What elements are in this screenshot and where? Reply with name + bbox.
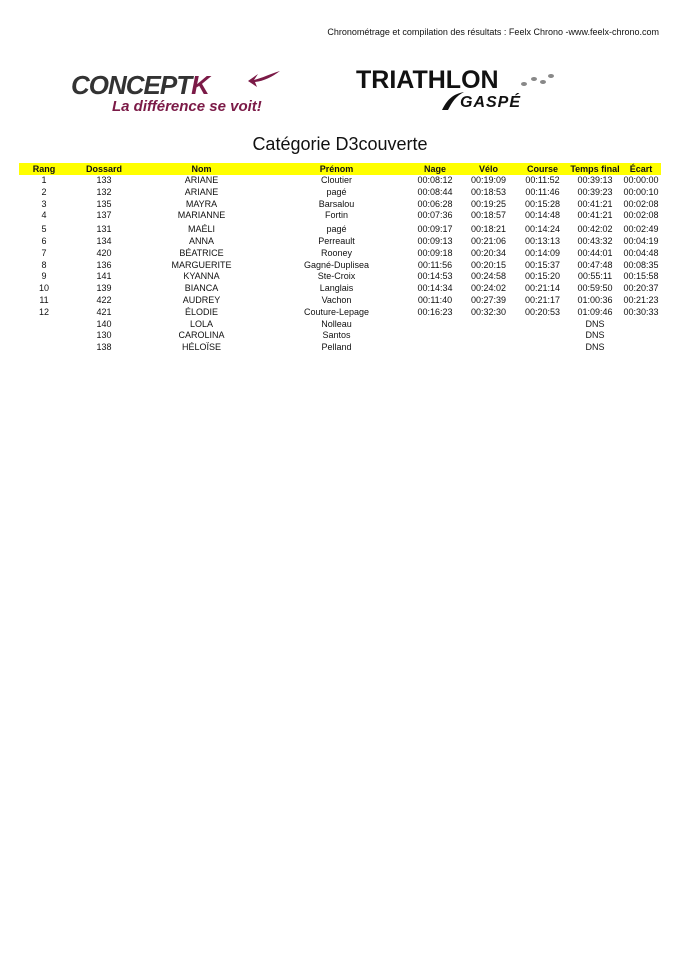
cell-nage	[409, 330, 461, 342]
cell-prenom: Cloutier	[320, 175, 352, 185]
cell-temps: 00:47:48	[577, 259, 613, 270]
cell-dossard: 137	[96, 210, 112, 221]
results-table	[19, 163, 661, 354]
cell-rang	[19, 330, 69, 342]
cell-rang: 6	[41, 235, 47, 246]
cell-dossard: 130	[96, 330, 112, 341]
cell-prenom: Barsalou	[318, 198, 355, 209]
column-header: Temps final	[570, 164, 620, 174]
cell-nom: MAYRA	[185, 198, 218, 209]
table-row	[19, 187, 661, 199]
cell-ecart: 00:20:37	[623, 283, 659, 294]
cell-dossard: 422	[96, 294, 112, 305]
cell-nom: LOLA	[189, 318, 213, 329]
cell-course: 00:14:09	[524, 247, 561, 258]
column-header: Course	[516, 163, 569, 175]
cell-course: 00:20:53	[524, 306, 561, 317]
cell-velo: 00:32:30	[470, 306, 507, 317]
cell-nage: 00:09:17	[417, 224, 453, 235]
cell-rang: 9	[41, 271, 47, 282]
timing-credit: Chronométrage et compilation des résultats : Feelx Chrono -www.feelx-chrono.com	[327, 27, 659, 37]
cell-temps: 00:59:50	[577, 283, 613, 294]
cell-course	[516, 330, 569, 342]
cell-course: 00:14:24	[524, 224, 561, 235]
cell-nom: MAÉLI	[187, 224, 215, 235]
cell-ecart: 00:02:08	[623, 198, 659, 209]
cell-dossard: 133	[96, 175, 112, 185]
table-row	[19, 210, 661, 222]
cell-nage: 00:14:34	[417, 283, 453, 294]
cell-rang: 11	[39, 294, 49, 305]
cell-temps: 00:39:13	[577, 175, 613, 185]
cell-course: 00:11:52	[525, 175, 560, 185]
cell-prenom: Pelland	[321, 342, 352, 353]
cell-rang: 12	[38, 306, 49, 317]
cell-temps: 00:44:01	[577, 247, 613, 258]
cell-nom: BIANCA	[184, 283, 219, 294]
cell-velo: 00:20:15	[470, 259, 507, 270]
cell-course: 00:15:28	[524, 198, 561, 209]
cell-course	[516, 342, 569, 354]
cell-ecart	[621, 319, 661, 331]
cell-dossard: 136	[96, 259, 112, 270]
cell-temps: DNS	[585, 318, 605, 329]
cell-velo: 00:27:39	[470, 294, 507, 305]
footprints-icon	[516, 70, 556, 90]
cell-velo	[461, 342, 516, 354]
cell-ecart: 00:02:49	[623, 224, 659, 235]
cell-ecart: 00:04:48	[623, 247, 659, 258]
cell-nage: 00:16:23	[417, 306, 453, 317]
cell-nom: AUDREY	[182, 294, 221, 305]
cell-nage: 00:08:44	[417, 186, 453, 197]
table-row	[19, 236, 661, 248]
cell-nage: 00:11:56	[417, 259, 453, 270]
cell-rang: 5	[41, 224, 47, 235]
cell-nom: ANNA	[188, 235, 214, 246]
cell-prenom: Couture-Lepage	[303, 306, 370, 317]
cell-temps: 00:55:11	[577, 271, 613, 282]
table-row	[19, 283, 661, 295]
cell-temps: DNS	[585, 342, 605, 353]
cell-velo: 00:18:53	[470, 186, 507, 197]
concept-logo-tagline: La différence se voit!	[112, 98, 262, 115]
cell-dossard: 141	[96, 271, 112, 282]
cell-ecart: 00:08:35	[623, 259, 659, 270]
cell-rang: 3	[41, 198, 47, 209]
cell-velo: 00:21:06	[470, 235, 507, 246]
cell-dossard: 140	[96, 318, 112, 329]
table-row	[19, 175, 661, 187]
cell-temps: 00:41:21	[577, 198, 613, 209]
cell-prenom: Fortin	[324, 210, 348, 221]
results-body	[19, 175, 661, 354]
table-row	[19, 295, 661, 307]
cell-nage: 00:06:28	[417, 198, 453, 209]
cell-dossard: 138	[96, 342, 112, 353]
cell-nage	[409, 342, 461, 354]
cell-nage: 00:14:53	[417, 271, 453, 282]
cell-prenom: Gagné-Duplisea	[303, 259, 370, 270]
cell-course: 00:21:14	[524, 283, 561, 294]
cell-rang: 4	[41, 210, 47, 221]
cell-nom: ÉLODIE	[184, 306, 218, 317]
cell-nom: KYANNA	[183, 271, 220, 282]
cell-prenom: pagé	[326, 186, 347, 197]
table-row	[19, 248, 661, 260]
cell-rang	[19, 342, 69, 354]
concept-logo-wordmark: CONCEPTK	[71, 70, 209, 100]
table-row	[19, 199, 661, 211]
cell-velo: 00:19:09	[470, 175, 507, 185]
cell-dossard: 132	[96, 186, 112, 197]
cell-nage: 00:08:12	[417, 175, 453, 185]
cell-velo: 00:20:34	[470, 247, 507, 258]
cell-ecart	[621, 330, 661, 342]
cell-ecart: 00:30:33	[623, 306, 659, 317]
cell-nage	[409, 319, 461, 331]
cell-rang: 7	[41, 247, 47, 258]
cell-nom: ARIANE	[184, 175, 219, 185]
cell-prenom: Langlais	[319, 283, 354, 294]
cell-course: 00:15:20	[524, 271, 561, 282]
cell-velo: 00:24:02	[470, 283, 507, 294]
cell-rang: 1	[41, 175, 47, 185]
triathlon-logo-wordmark: TRIATHLON	[356, 66, 499, 94]
column-header: Vélo	[461, 163, 516, 175]
cell-prenom: Nolleau	[321, 318, 352, 329]
cell-nage: 00:07:36	[417, 210, 453, 221]
cell-ecart: 00:00:00	[623, 175, 659, 185]
cell-nom: BÉATRICE	[179, 247, 224, 258]
cell-prenom: Perreault	[318, 235, 355, 246]
table-header-row	[19, 163, 661, 175]
cell-prenom: Rooney	[320, 247, 353, 258]
cell-temps: 01:00:36	[577, 294, 613, 305]
cell-dossard: 421	[96, 306, 112, 317]
cell-course: 00:13:13	[524, 235, 561, 246]
cell-velo: 00:18:21	[470, 224, 507, 235]
cell-velo: 00:19:25	[470, 198, 507, 209]
cell-temps: 00:41:21	[577, 210, 613, 221]
cell-course: 00:21:17	[524, 294, 561, 305]
cell-temps: 00:42:02	[577, 224, 613, 235]
table-row	[19, 260, 661, 272]
column-header: Dossard	[69, 163, 139, 175]
table-row	[19, 271, 661, 283]
cell-ecart	[621, 342, 661, 354]
cell-temps: 01:09:46	[577, 306, 613, 317]
cell-temps: 00:43:32	[577, 235, 613, 246]
cell-prenom: pagé	[326, 224, 347, 235]
cell-prenom: Santos	[322, 330, 351, 341]
cell-prenom: Vachon	[321, 294, 352, 305]
table-row	[19, 342, 661, 354]
concept-k-logo	[68, 64, 284, 120]
cell-ecart: 00:15:58	[623, 271, 659, 282]
cell-dossard: 139	[96, 283, 112, 294]
cell-ecart: 00:00:10	[623, 186, 659, 197]
cell-nom: ARIANE	[184, 186, 219, 197]
column-header: Nage	[409, 163, 461, 175]
cell-dossard: 135	[96, 198, 112, 209]
arrow-icon	[246, 68, 282, 90]
cell-nom: CAROLINA	[178, 330, 225, 341]
cell-velo: 00:24:58	[470, 271, 507, 282]
cell-rang: 10	[38, 283, 49, 294]
cell-dossard: 420	[96, 247, 112, 258]
cell-velo: 00:18:57	[470, 210, 507, 221]
cell-dossard: 131	[96, 224, 112, 235]
cell-temps: 00:39:23	[577, 186, 613, 197]
column-header: Nom	[139, 163, 264, 175]
column-header: Écart	[621, 163, 661, 175]
cell-rang	[19, 319, 69, 331]
cell-prenom: Ste-Croix	[317, 271, 356, 282]
cell-course: 00:14:48	[524, 210, 561, 221]
cell-course: 00:15:37	[524, 259, 561, 270]
cell-ecart: 00:02:08	[623, 210, 659, 221]
table-row	[19, 307, 661, 319]
cell-nage: 00:09:13	[417, 235, 453, 246]
table-row	[19, 330, 661, 342]
cell-rang: 2	[41, 186, 47, 197]
cell-course: 00:11:46	[525, 186, 560, 197]
cell-nom: HÉLOÏSE	[181, 342, 221, 353]
cell-dossard: 134	[96, 235, 112, 246]
cell-velo	[461, 330, 516, 342]
column-header: Prénom	[264, 163, 409, 175]
triathlon-gaspe-logo	[356, 64, 556, 120]
cell-nage: 00:11:40	[417, 294, 453, 305]
cell-nom: MARGUERITE	[171, 259, 232, 270]
cell-ecart: 00:04:19	[623, 235, 659, 246]
category-title: Catégorie D3couverte	[252, 134, 428, 154]
cell-ecart: 00:21:23	[623, 294, 659, 305]
table-row	[19, 224, 661, 236]
cell-velo	[461, 319, 516, 331]
column-header: Rang	[19, 163, 69, 175]
cell-nage: 00:09:18	[417, 247, 453, 258]
cell-nom: MARIANNE	[177, 210, 226, 221]
triathlon-logo-subtitle: GASPÉ	[460, 94, 522, 111]
cell-course	[516, 319, 569, 331]
cell-temps: DNS	[585, 330, 605, 341]
table-row	[19, 319, 661, 331]
cell-rang: 8	[41, 259, 47, 270]
